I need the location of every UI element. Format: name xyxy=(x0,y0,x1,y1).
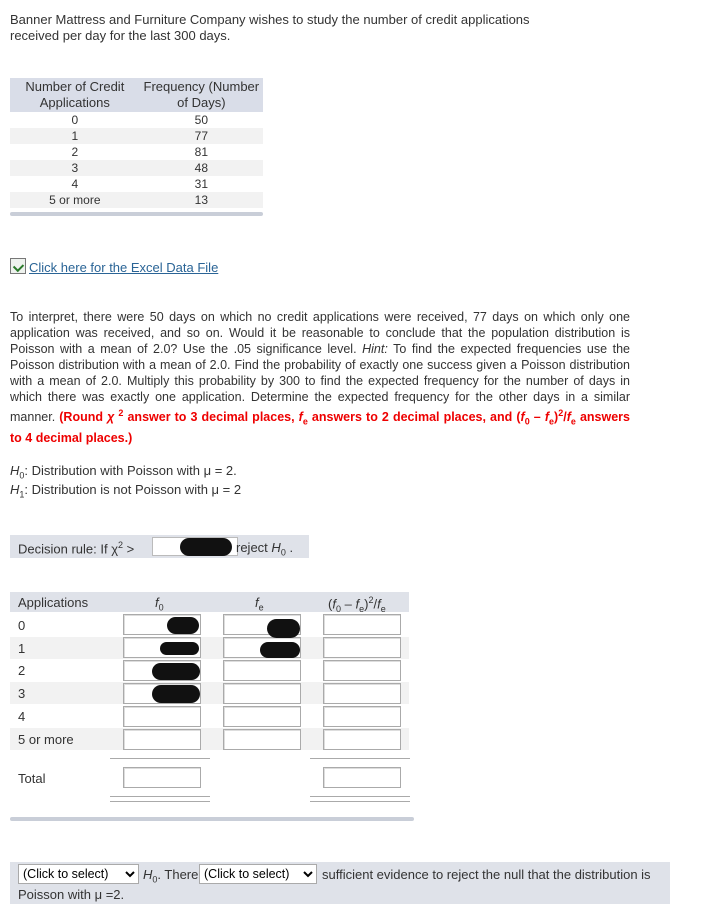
conclusion-line2: Poisson with μ =2. xyxy=(18,887,125,902)
calc-row-label: 4 xyxy=(18,709,26,724)
chi-component-input[interactable] xyxy=(323,637,401,658)
fe-input[interactable] xyxy=(223,660,301,681)
redaction-mark xyxy=(160,642,199,655)
excel-link-row[interactable] xyxy=(10,258,218,275)
decision-rule-suffix: reject $H_0$ . xyxy=(236,540,294,558)
redaction-mark xyxy=(180,538,232,556)
freq-row-freq: 13 xyxy=(140,192,263,208)
header-f0: $f_0$ xyxy=(155,595,164,613)
calc-row-label: 2 xyxy=(18,663,26,678)
chi-component-input[interactable] xyxy=(323,729,401,750)
excel-file-icon[interactable] xyxy=(10,258,26,274)
intro-text: Banner Mattress and Furniture Company wishes to study the number of credit applications received per day for the last 300 days. xyxy=(10,12,530,43)
freq-row-apps: 5 or more xyxy=(10,192,140,208)
fe-input[interactable] xyxy=(223,706,301,727)
hint-text: To find the expected frequencies use the Poisson distribution with a mean of 2.0. Find the probability of exactly one success given a Poisson distribution with a mean of 2.0. Multiply this probability by 300 to find the expected frequency for the number of days in which there was exactly one application. Determine the expected frequency for the other days in a similar manner. xyxy=(10,342,630,425)
total-double-line xyxy=(110,801,210,802)
total-label: Total xyxy=(18,771,46,786)
fe-input[interactable] xyxy=(223,683,301,704)
chi-component-input[interactable] xyxy=(323,706,401,727)
chi-component-input[interactable] xyxy=(323,614,401,635)
f0-total-input[interactable] xyxy=(123,767,201,788)
freq-row-apps: 1 xyxy=(10,128,140,144)
calc-row-label: 3 xyxy=(18,686,26,701)
calc-row-label: 0 xyxy=(18,618,26,633)
freq-row-apps: 3 xyxy=(10,160,140,176)
calc-table-bottom-bar xyxy=(10,817,414,821)
freq-row-apps: 2 xyxy=(71,145,79,159)
chi-component-input[interactable] xyxy=(323,683,401,704)
redaction-mark xyxy=(167,617,199,634)
reject-decision-select[interactable] xyxy=(18,864,139,884)
redaction-mark xyxy=(260,642,300,658)
freq-row-freq: 81 xyxy=(194,145,208,159)
conclusion-h0: $H_0$. There xyxy=(143,867,199,885)
f0-input[interactable] xyxy=(123,729,201,750)
chi-component-input[interactable] xyxy=(323,660,401,681)
header-applications: Applications xyxy=(18,595,89,610)
total-double-line xyxy=(310,801,410,802)
col-header-applications: Number of Credit Applications xyxy=(10,78,140,112)
f0-input[interactable] xyxy=(123,706,201,727)
evidence-select[interactable] xyxy=(199,864,317,884)
total-double-line xyxy=(110,796,210,797)
redaction-mark xyxy=(267,619,300,638)
table-bottom-bar xyxy=(10,212,263,216)
sum-line xyxy=(310,758,410,759)
freq-row-apps: 0 xyxy=(71,113,79,127)
decision-rule-label: Decision rule: If $\chi^2$ > xyxy=(18,540,135,557)
redaction-mark xyxy=(152,685,200,703)
excel-data-link[interactable]: Click here for the Excel Data File xyxy=(29,260,219,275)
conclusion-box xyxy=(10,862,670,904)
null-hypothesis: $H_0$: Distribution with Poisson with μ = 2. xyxy=(10,463,237,481)
instructions-main: To interpret, there were 50 days on which no credit applications were received, 77 days on which only one application was received, and so on. Would it be reasonable to conclude that the population distribution is Poisson with a mean of 2.0? Use the .05 significance level. xyxy=(10,310,630,356)
header-fe: $f_e$ xyxy=(255,595,264,613)
conclusion-end: sufficient evidence to reject the null that the distribution is xyxy=(322,867,651,882)
col-header-frequency: Frequency (Number of Days) xyxy=(140,78,263,112)
freq-row-freq: 77 xyxy=(140,128,263,144)
redaction-mark xyxy=(152,663,200,680)
total-double-line xyxy=(310,796,410,797)
fe-input[interactable] xyxy=(223,729,301,750)
calc-row-label: 1 xyxy=(18,641,26,656)
hint-label: Hint: xyxy=(362,342,388,356)
freq-row-apps: 4 xyxy=(71,177,79,191)
decision-rule-box xyxy=(10,535,309,558)
header-chi-component: $(f_0 - f_e)^2/f_e$ xyxy=(328,595,386,614)
instructions-paragraph xyxy=(10,309,630,446)
freq-row-freq: 31 xyxy=(194,177,208,191)
freq-row-freq: 48 xyxy=(140,160,263,176)
frequency-table xyxy=(10,78,263,208)
freq-row-freq: 50 xyxy=(194,113,208,127)
calc-table-header xyxy=(10,592,409,612)
chi-square-total-input[interactable] xyxy=(323,767,401,788)
sum-line xyxy=(110,758,210,759)
calc-row-label: 5 or more xyxy=(18,732,74,747)
rounding-instructions: (Round χ $^2$ answer to 3 decimal places, $f_e$ answers to 2 decimal places, and $(f_0 - f_e)^2/f_e$ answers to 4 decimal places.) xyxy=(10,408,630,445)
alt-hypothesis: $H_1$: Distribution is not Poisson with μ = 2 xyxy=(10,482,242,500)
